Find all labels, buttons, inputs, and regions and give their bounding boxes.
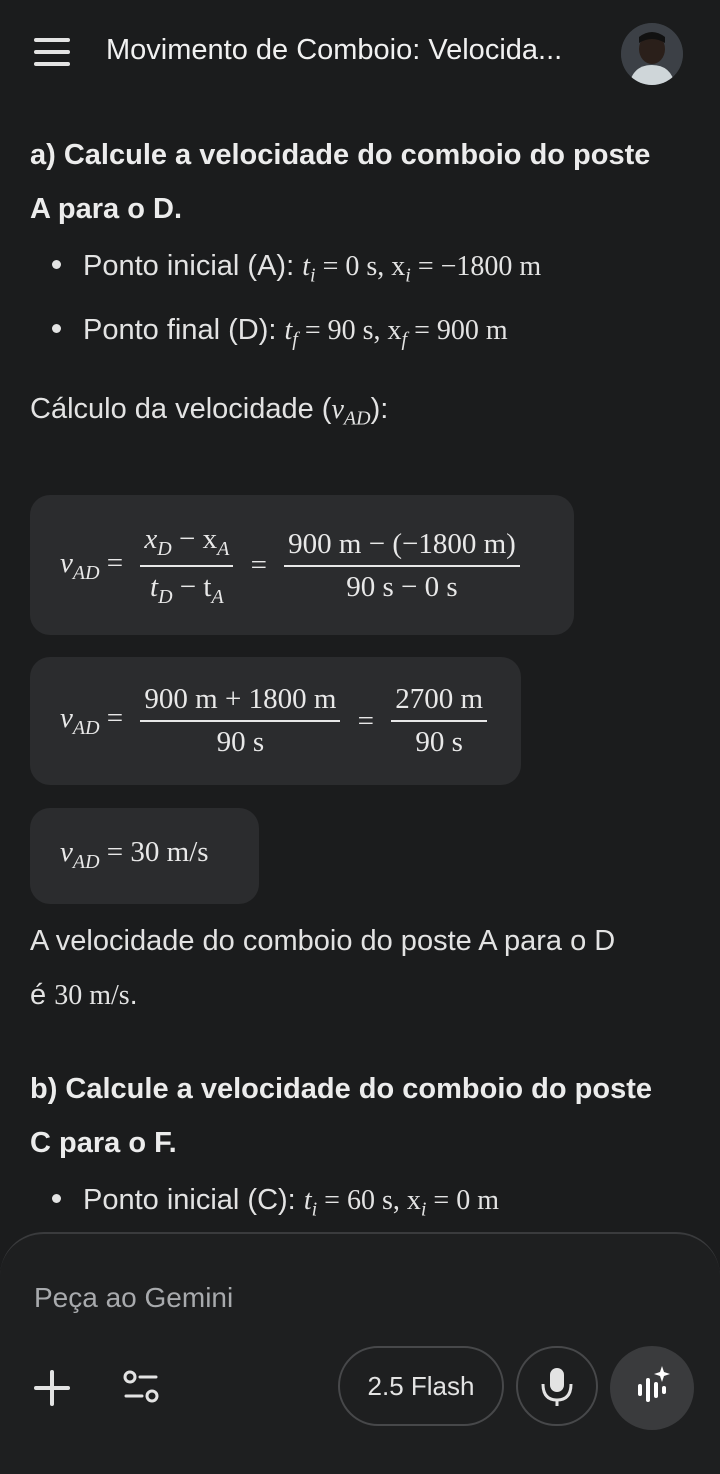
top-bar — [0, 0, 720, 108]
conclusion-text: A velocidade do comboio do poste A para o D é 30 m/s. — [30, 925, 616, 1011]
model-selector-button[interactable]: 2.5 Flash — [338, 1346, 504, 1426]
prompt-composer — [0, 1232, 720, 1474]
list-item: Ponto inicial (A): $t_i = 0$ s, $x_i = -1800$ m — [52, 246, 692, 296]
plus-icon[interactable] — [34, 1370, 70, 1406]
section-heading-a: a) Calcule a velocidade do comboio do poste A para o D. — [30, 139, 651, 225]
equation-block: $v_{AD} = 30$ m/s — [30, 808, 259, 904]
avatar[interactable] — [621, 23, 683, 85]
microphone-icon[interactable] — [516, 1346, 598, 1426]
list-item: Ponto inicial (C): $t_i = 60$ s, $x_i = 0$ m — [52, 1180, 692, 1230]
conversation-title[interactable]: Movimento de Comboio: Velocida... — [106, 34, 563, 66]
equation-block: $v_{AD}$ = $\frac{900 m + 1800 m}{90 s}$ = $\frac{2700 m}{90 s}$ — [30, 657, 521, 785]
list-item: Ponto final (D): $t_f = 90$ s, $x_f = 900$ m — [52, 310, 692, 360]
calc-label: Cálculo da velocidade $(v_{AD})$: — [30, 393, 389, 430]
tune-icon[interactable] — [120, 1368, 164, 1408]
prompt-input[interactable]: Peça ao Gemini — [34, 1282, 234, 1313]
live-waveform-icon[interactable] — [610, 1346, 694, 1430]
section-heading-b: b) Calcule a velocidade do comboio do poste C para o F. — [30, 1073, 652, 1159]
menu-icon[interactable] — [34, 38, 74, 68]
equation-block: $v_{AD}$ = $\frac{x_D - x_A}{t_D - t_A}$ = $\frac{900 m - (-1800 m)}{90 s - 0 s}$ — [30, 495, 574, 635]
